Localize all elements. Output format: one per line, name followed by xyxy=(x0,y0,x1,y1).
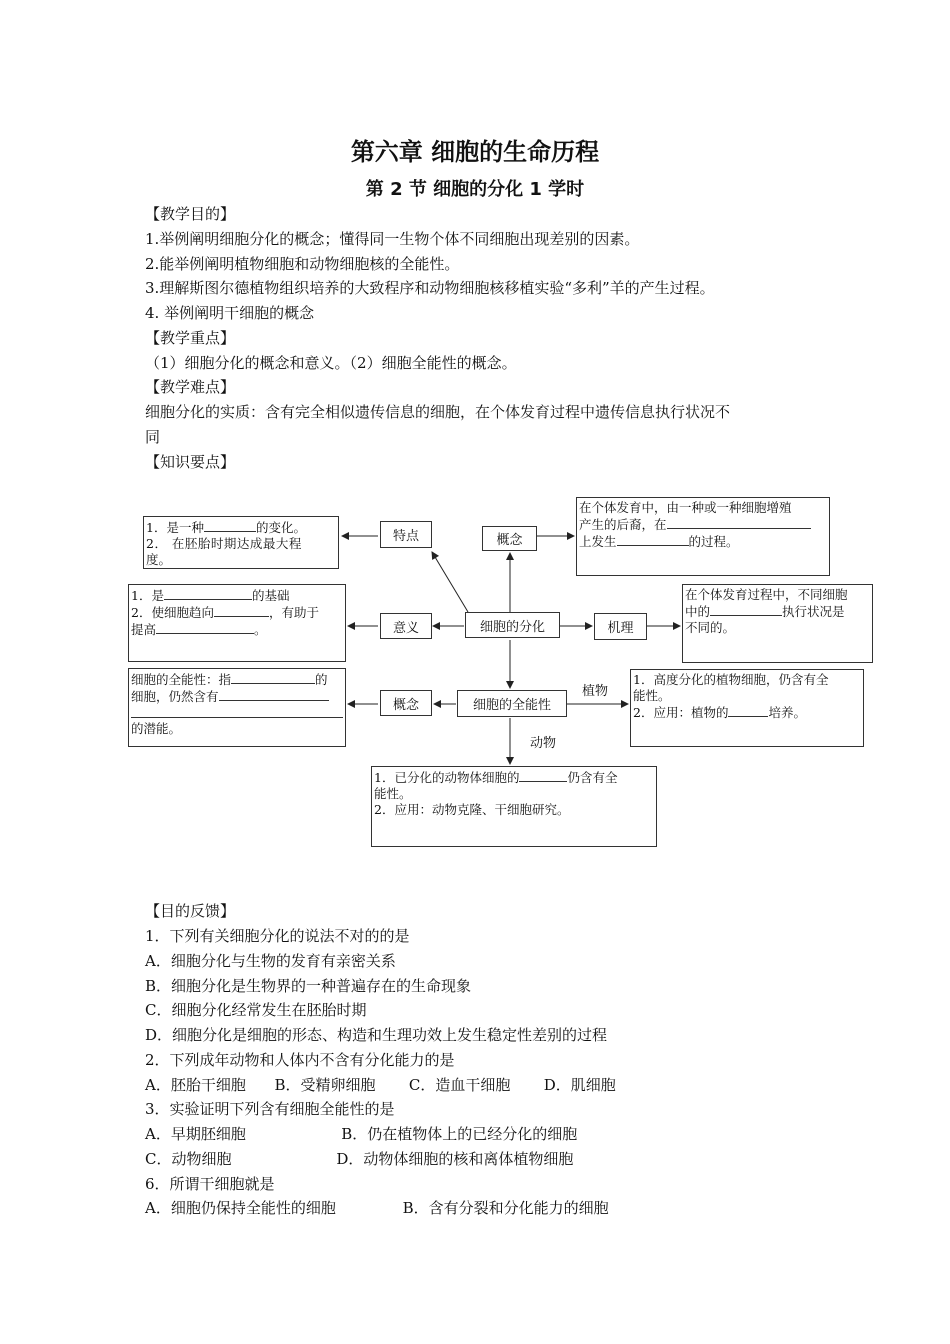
heading-knowledge: 【知识要点】 xyxy=(145,453,236,471)
mechanism-box xyxy=(682,584,873,663)
mechanism-text-3: 不同的。 xyxy=(685,620,736,635)
question-line: C．动物细胞 D．动物体细胞的核和离体植物细胞 xyxy=(145,1150,574,1168)
animal-text-1a: 1．已分化的动物体细胞的 xyxy=(374,770,520,785)
heading-difficult: 【教学难点】 xyxy=(145,378,236,396)
question-line: C．细胞分化经常发生在胚胎时期 xyxy=(145,1001,367,1019)
node-mechanism: 机理 xyxy=(594,613,647,640)
question-line: A．早期胚细胞 B．仍在植物体上的已经分化的细胞 xyxy=(145,1125,578,1143)
blank xyxy=(156,621,254,634)
question-line: 2．下列成年动物和人体内不含有分化能力的是 xyxy=(145,1051,455,1069)
difficult-line-2: 同 xyxy=(145,428,161,446)
key-points: （1）细胞分化的概念和意义。（2）细胞全能性的概念。 xyxy=(145,354,517,372)
meaning-box xyxy=(128,584,346,662)
mechanism-text-2b: 执行状况是 xyxy=(782,604,845,619)
meaning-text-1b: 的基础 xyxy=(251,588,290,603)
heading-goals: 【教学目的】 xyxy=(145,205,236,223)
blank xyxy=(214,604,269,617)
blank xyxy=(164,587,252,600)
question-line: A．细胞分化与生物的发育有亲密关系 xyxy=(145,952,396,970)
feature-text-3: 度。 xyxy=(146,552,172,567)
goal-3: 3.理解斯图尔德植物组织培养的大致程序和动物细胞核移植实验“多利”羊的产生过程。 xyxy=(145,279,715,297)
totipotency-box xyxy=(128,668,346,747)
blank xyxy=(131,705,343,718)
totipotency-text-1b: 的 xyxy=(315,672,328,687)
totipotency-text-1a: 细胞的全能性：指 xyxy=(131,672,232,687)
animal-text-2: 能性。 xyxy=(374,786,412,801)
concept-text-2: 产生的后裔，在 xyxy=(579,517,667,532)
goal-1: 1.举例阐明细胞分化的概念；懂得同一生物个体不同细胞出现差别的因素。 xyxy=(145,230,640,248)
concept-box xyxy=(576,497,830,576)
blank xyxy=(728,704,768,717)
animal-text-3: 2．应用：动物克隆、干细胞研究。 xyxy=(374,802,570,817)
heading-key: 【教学重点】 xyxy=(145,329,236,347)
totipotency-text-2: 细胞，仍然含有 xyxy=(131,689,219,704)
blank xyxy=(667,516,811,529)
feature-box xyxy=(143,516,339,569)
plant-text-1: 1．高度分化的植物细胞，仍含有全 xyxy=(633,672,829,687)
label-plant: 植物 xyxy=(582,684,609,699)
feature-text-1b: 的变化。 xyxy=(255,520,306,535)
blank xyxy=(204,519,256,532)
question-line: A．细胞仍保持全能性的细胞 B．含有分裂和分化能力的细胞 xyxy=(145,1199,609,1217)
question-line: B．细胞分化是生物界的一种普遍存在的生命现象 xyxy=(145,977,472,995)
question-line: 6．所谓干细胞就是 xyxy=(145,1175,275,1193)
question-line: A．胚胎干细胞 B．受精卵细胞 C．造血干细胞 D．肌细胞 xyxy=(145,1076,616,1094)
plant-text-3b: 培养。 xyxy=(768,705,806,720)
blank xyxy=(231,671,315,684)
meaning-text-3: 提高 xyxy=(131,622,157,637)
node-meaning: 意义 xyxy=(380,613,432,639)
node-concept: 概念 xyxy=(482,526,537,551)
meaning-text-3b: 。 xyxy=(254,622,267,637)
meaning-text-2b: ，有助于 xyxy=(268,605,319,620)
concept-text-3a: 上发生 xyxy=(579,534,617,549)
mechanism-text-2a: 中的 xyxy=(685,604,711,619)
concept-text-1: 在个体发育中，由一种或一种细胞增殖 xyxy=(579,500,792,515)
meaning-text-1a: 1．是 xyxy=(131,588,164,603)
concept-text-3b: 的过程。 xyxy=(688,534,739,549)
heading-feedback: 【目的反馈】 xyxy=(145,902,236,920)
node-totipotency: 细胞的全能性 xyxy=(457,690,567,717)
label-animal: 动物 xyxy=(530,736,557,751)
node-center: 细胞的分化 xyxy=(465,612,560,638)
difficult-line-1: 细胞分化的实质：含有完全相似遗传信息的细胞，在个体发育过程中遗传信息执行状况不 xyxy=(145,403,731,421)
goal-2: 2.能举例阐明植物细胞和动物细胞核的全能性。 xyxy=(145,255,460,273)
plant-text-3a: 2．应用：植物的 xyxy=(633,705,729,720)
question-line: D．细胞分化是细胞的形态、构造和生理功效上发生稳定性差别的过程 xyxy=(145,1026,608,1044)
goal-4: 4. 举例阐明干细胞的概念 xyxy=(145,304,315,322)
plant-box xyxy=(630,669,864,747)
node-totipotency-concept: 概念 xyxy=(380,690,432,716)
blank xyxy=(219,688,329,701)
blank xyxy=(710,603,782,616)
node-feature: 特点 xyxy=(380,521,432,548)
chapter-title: 第六章 细胞的生命历程 xyxy=(350,138,600,166)
feature-text-2: 2． 在胚胎时期达成最大程 xyxy=(146,536,302,551)
blank xyxy=(617,533,689,546)
plant-text-2: 能性。 xyxy=(633,688,671,703)
animal-text-1b: 仍含有全 xyxy=(567,770,618,785)
animal-box xyxy=(371,766,657,847)
mechanism-text-1: 在个体发育过程中，不同细胞 xyxy=(685,587,848,602)
section-title: 第 2 节 细胞的分化 1 学时 xyxy=(365,179,585,200)
question-line: 3．实验证明下列含有细胞全能性的是 xyxy=(145,1100,395,1118)
meaning-text-2a: 2．使细胞趋向 xyxy=(131,605,214,620)
blank xyxy=(519,769,567,782)
feature-text-1a: 1．是一种 xyxy=(146,520,204,535)
question-line: 1．下列有关细胞分化的说法不对的的是 xyxy=(145,927,410,945)
totipotency-text-4: 的潜能。 xyxy=(131,721,182,736)
